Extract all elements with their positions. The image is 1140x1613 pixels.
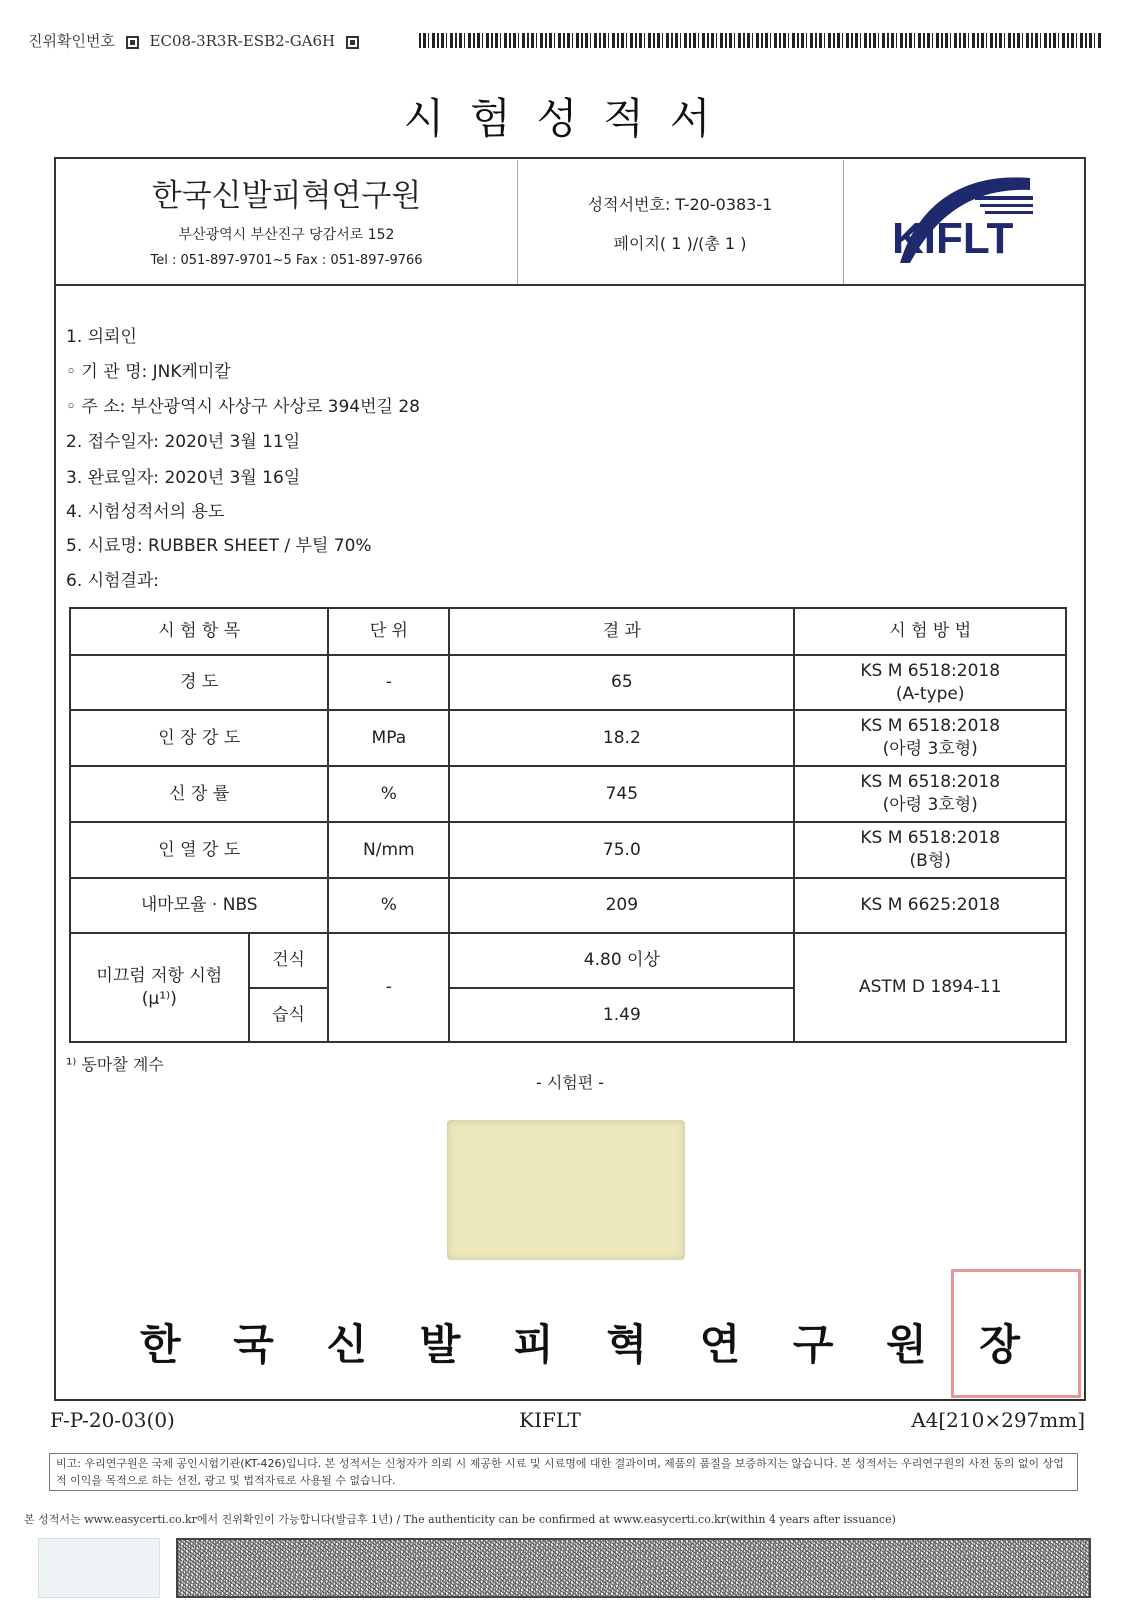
cell-unit: - bbox=[328, 933, 449, 1042]
header-unit: 단 위 bbox=[328, 608, 449, 655]
cell-result: 75.0 bbox=[449, 822, 794, 878]
verification-number bbox=[28, 30, 365, 51]
list-item: 6. 시험결과: bbox=[66, 571, 160, 591]
signature-char: 혁 bbox=[606, 1320, 647, 1369]
results-table bbox=[69, 607, 1067, 1043]
table-row bbox=[70, 766, 1066, 822]
form-number: F-P-20-03(0) bbox=[50, 1408, 175, 1432]
cell-dry: 건식 bbox=[249, 933, 329, 988]
specimen-photo bbox=[447, 1120, 685, 1260]
cell-method: KS M 6625:2018 bbox=[794, 878, 1066, 933]
header-method: 시 험 방 법 bbox=[794, 608, 1066, 655]
cell-method bbox=[794, 766, 1066, 822]
header-item: 시 험 항 목 bbox=[70, 608, 328, 655]
divider bbox=[517, 160, 518, 284]
signature-char: 피 bbox=[513, 1320, 554, 1369]
signature-char: 구 bbox=[792, 1320, 834, 1369]
cell-unit: % bbox=[328, 766, 449, 822]
verification-label: 진위확인번호 bbox=[28, 32, 115, 50]
method-note: (B형) bbox=[909, 851, 951, 871]
cell-method bbox=[794, 710, 1066, 766]
table-row-slip bbox=[70, 933, 1066, 988]
list-item: ◦ 기 관 명: JNK케미칼 bbox=[66, 362, 231, 382]
header-divider bbox=[54, 284, 1086, 286]
footnote: ¹⁾ 동마찰 계수 bbox=[66, 1055, 164, 1074]
method-note: (아령 3호형) bbox=[882, 795, 978, 815]
square-icon bbox=[346, 36, 359, 49]
cell-result: 65 bbox=[449, 655, 794, 710]
method-text: KS M 6518:2018 bbox=[860, 772, 1001, 792]
cell-item: 인 장 강 도 bbox=[70, 710, 328, 766]
list-item: 4. 시험성적서의 용도 bbox=[66, 502, 225, 522]
method-note: (아령 3호형) bbox=[882, 739, 978, 759]
security-box bbox=[38, 1538, 160, 1598]
cell-method bbox=[794, 822, 1066, 878]
signature-char: 한 bbox=[140, 1320, 181, 1369]
signature-char: 신 bbox=[326, 1320, 368, 1369]
table-row bbox=[70, 878, 1066, 933]
authenticity-note: 본 성적서는 www.easycerti.co.kr에서 진위확인이 가능합니다(발급후 1년) / The authenticity can be confirmed at www.easycerti.co.kr(within 4 years after issuance) bbox=[24, 1513, 896, 1526]
table-row bbox=[70, 655, 1066, 710]
list-item: 5. 시료명: RUBBER SHEET / 부틸 70% bbox=[66, 536, 372, 556]
disclaimer-note: 비고: 우리연구원은 국제 공인시험기관(KT-426)입니다. 본 성적서는 신청자가 의뢰 시 제공한 시료 및 시료명에 대한 결과이며, 제품의 품질을 보증하지는 않습니다. 본 성적서는 우리연구원의 사전 동의 없이 상업적 이익을 목적으로 하는 선전, 광고 및 법적자료로 사용될 수 없습니다. bbox=[49, 1453, 1078, 1491]
specimen-label: - 시험편 - bbox=[535, 1073, 605, 1092]
document-title: 시험성적서 bbox=[403, 94, 737, 143]
barcode bbox=[419, 33, 1101, 48]
list-item: ◦ 주 소: 부산광역시 사상구 사상로 394번길 28 bbox=[66, 397, 420, 417]
signature bbox=[140, 1312, 1020, 1372]
cell-unit: N/mm bbox=[328, 822, 449, 878]
verification-code: EC08-3R3R-ESB2-GA6H bbox=[149, 32, 336, 50]
signature-char: 원 bbox=[886, 1320, 927, 1369]
cell-item: 내마모율 · NBS bbox=[70, 878, 328, 933]
divider bbox=[843, 160, 844, 284]
cell-method bbox=[794, 655, 1066, 710]
list-item: 3. 완료일자: 2020년 3월 16일 bbox=[66, 468, 301, 488]
page-number: 페이지( 1 )/(총 1 ) bbox=[613, 234, 747, 253]
cell-result: 745 bbox=[449, 766, 794, 822]
table-header-row bbox=[70, 608, 1066, 655]
logo-text: KIFLT bbox=[892, 214, 1014, 263]
org-contact: Tel : 051-897-9701~5 Fax : 051-897-9766 bbox=[150, 253, 423, 268]
official-seal bbox=[951, 1269, 1081, 1398]
security-pattern bbox=[176, 1538, 1091, 1598]
method-text: KS M 6518:2018 bbox=[860, 660, 1001, 681]
cell-result: 18.2 bbox=[449, 710, 794, 766]
cell-result-dry: 4.80 이상 bbox=[449, 933, 794, 988]
cert-number: 성적서번호: T-20-0383-1 bbox=[587, 195, 773, 214]
method-text: KS M 6518:2018 bbox=[860, 828, 1001, 848]
list-item: 2. 접수일자: 2020년 3월 11일 bbox=[66, 432, 301, 452]
slip-symbol: (μ¹⁾) bbox=[141, 988, 177, 1009]
table-row bbox=[70, 822, 1066, 878]
header-result: 결 과 bbox=[449, 608, 794, 655]
signature-char: 연 bbox=[699, 1320, 741, 1369]
cell-unit: - bbox=[328, 655, 449, 710]
footer-brand: KIFLT bbox=[519, 1408, 581, 1432]
cell-item: 신 장 률 bbox=[70, 766, 328, 822]
cell-result-wet: 1.49 bbox=[449, 988, 794, 1042]
cell-result: 209 bbox=[449, 878, 794, 933]
cell-unit: MPa bbox=[328, 710, 449, 766]
signature-char: 국 bbox=[233, 1320, 274, 1369]
cell-item bbox=[70, 933, 249, 1042]
method-text: KS M 6518:2018 bbox=[860, 716, 1001, 736]
cell-unit: % bbox=[328, 878, 449, 933]
method-note: (A-type) bbox=[895, 683, 965, 704]
signature-char: 장 bbox=[979, 1320, 1020, 1369]
cell-method: ASTM D 1894-11 bbox=[794, 933, 1066, 1042]
org-address: 부산광역시 부산진구 당감서로 152 bbox=[178, 227, 395, 243]
table-row bbox=[70, 710, 1066, 766]
cell-item: 경 도 bbox=[70, 655, 328, 710]
signature-char: 발 bbox=[419, 1320, 461, 1369]
slip-item: 미끄럼 저항 시험 bbox=[96, 965, 223, 986]
org-name: 한국신발피혁연구원 bbox=[151, 178, 422, 214]
square-icon bbox=[126, 36, 139, 49]
cell-item: 인 열 강 도 bbox=[70, 822, 328, 878]
cell-wet: 습식 bbox=[249, 988, 329, 1042]
paper-size: A4[210×297mm] bbox=[911, 1408, 1085, 1432]
kiflt-logo bbox=[880, 168, 1060, 278]
list-item: 1. 의뢰인 bbox=[66, 327, 137, 347]
